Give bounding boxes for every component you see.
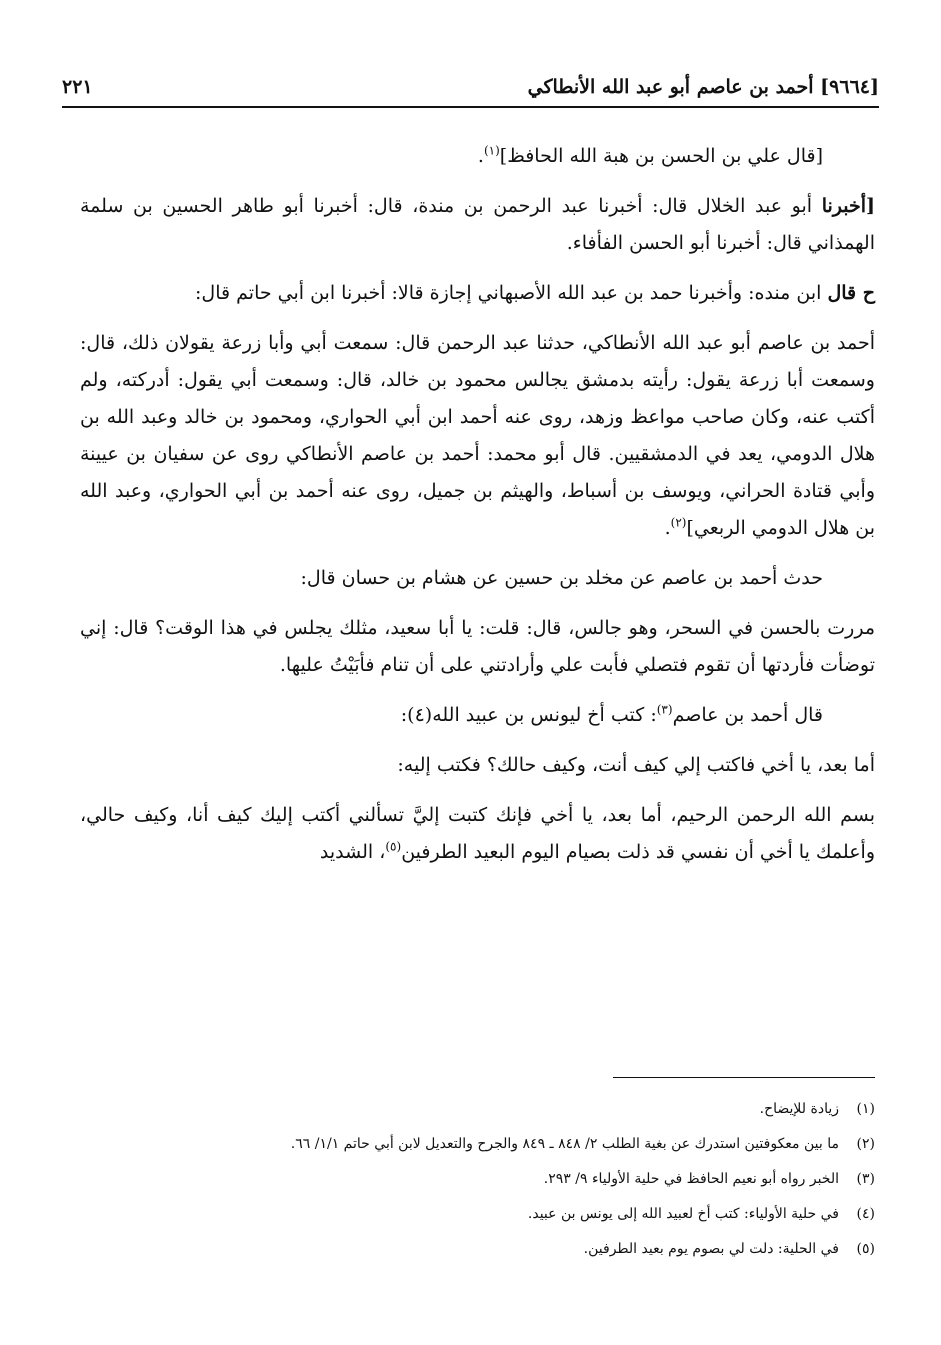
paragraph [80, 797, 875, 871]
footnote-number: (٣) [856, 1171, 875, 1187]
footnote-item [80, 1092, 875, 1127]
paragraph-tail: : كتب أخ ليونس بن عبيد الله(٤): [400, 704, 657, 726]
footnote-ref: (٥) [385, 839, 402, 854]
footnote-ref: (١) [483, 143, 500, 158]
footnote-ref: (٣) [656, 702, 673, 717]
footnote-divider [613, 1077, 875, 1078]
footnote-item [80, 1162, 875, 1197]
paragraph [80, 747, 875, 784]
paragraph-text: قال أحمد بن عاصم [672, 704, 823, 726]
footnote-number: (٤) [856, 1206, 875, 1222]
paragraph-text: أما بعد، يا أخي فاكتب إلي كيف أنت، وكيف حالك؟ فكتب إليه: [397, 754, 875, 776]
footnote-number: (١) [856, 1101, 875, 1117]
paragraph-lead: ح قال [827, 282, 875, 304]
paragraph-text: أبو عبد الخلال قال: أخبرنا عبد الرحمن بن مندة، قال: أخبرنا أبو طاهر الحسين بن سلمة الهمذاني قال: أخبرنا أبو الحسن الفأفاء. [80, 195, 875, 254]
footnote-item [80, 1232, 875, 1267]
paragraph [80, 275, 875, 312]
page-number: ٢٢١ [62, 76, 93, 98]
footnote-number: (٢) [856, 1136, 875, 1152]
footnote-item [80, 1197, 875, 1232]
paragraph [80, 138, 875, 175]
footnote-number: (٥) [856, 1241, 875, 1257]
paragraph-text: أحمد بن عاصم أبو عبد الله الأنطاكي، حدثنا عبد الرحمن قال: سمعت أبي وأبا زرعة يقولان ذلك، قال: وسمعت أبا زرعة يقول: رأيته بدمشق يجالس محمود بن خالد، قال: وسمعت أبي يقول: أدركته، ولم أكتب عنه، وكان صاحب مواعظ وزهد، روى عنه أحمد ابن أبي الحواري، ومحمود بن خالد وعبد الله بن هلال الدومي، يعد في الدمشقيين. قال أبو محمد: أحمد بن عاصم الأنطاكي روى عن سفيان بن عيينة وأبي قتادة الحراني، ويوسف بن أسباط، والهيثم بن جميل، روى عنه أحمد بن أبي الحواري، وعبد الله بن هلال الدومي الربعي] [80, 332, 875, 539]
paragraph-tail: . [477, 145, 484, 167]
paragraph-text: [قال علي بن الحسن بن هبة الله الحافظ] [499, 145, 823, 167]
main-text [80, 138, 875, 884]
footnote-item [80, 1127, 875, 1162]
paragraph [80, 610, 875, 684]
paragraph-tail: . [664, 517, 671, 539]
footnote-text: ما بين معكوفتين استدرك عن بغية الطلب ٢/ ٨٤٨ ـ ٨٤٩ والجرح والتعديل لابن أبي حاتم ١/١/ ٦٦. [290, 1136, 839, 1152]
running-header [62, 70, 879, 108]
paragraph [80, 325, 875, 547]
paragraph-text: حدث أحمد بن عاصم عن مخلد بن حسين عن هشام بن حسان قال: [300, 567, 823, 589]
paragraph [80, 560, 875, 597]
footnotes [80, 1092, 875, 1267]
paragraph-text: ابن منده: وأخبرنا حمد بن عبد الله الأصبهاني إجازة قالا: أخبرنا ابن أبي حاتم قال: [195, 282, 828, 304]
paragraph-lead: [أخبرنا [821, 195, 875, 217]
footnote-ref: (٢) [670, 515, 687, 530]
running-title: [٩٦٦٤] أحمد بن عاصم أبو عبد الله الأنطاكي [527, 76, 879, 98]
paragraph [80, 697, 875, 734]
paragraph-text: مررت بالحسن في السحر، وهو جالس، قال: قلت: يا أبا سعيد، مثلك يجلس في هذا الوقت؟ قال: إني توضأت فأردتها أن تقوم فتصلي فأبت علي وأرادتني على أن تنام فأبَيْتُ عليها. [80, 617, 875, 676]
footnote-text: زيادة للإيضاح. [759, 1101, 839, 1117]
footnote-text: الخبر رواه أبو نعيم الحافظ في حلية الأولياء ٩/ ٢٩٣. [543, 1171, 839, 1187]
paragraph-text: بسم الله الرحمن الرحيم، أما بعد، يا أخي فإنك كتبت إليَّ تسألني أكتب إليك كيف أنا، وكيف حالي، وأعلمك يا أخي أن نفسي قد ذلت بصيام اليوم البعيد الطرفين [80, 804, 875, 863]
footnote-text: في الحلية: دلت لي بصوم يوم بعيد الطرفين. [583, 1241, 839, 1257]
paragraph [80, 188, 875, 262]
paragraph-tail: ، الشديد [319, 841, 386, 863]
footnote-text: في حلية الأولياء: كتب أخ لعبيد الله إلى يونس بن عبيد. [527, 1206, 839, 1222]
